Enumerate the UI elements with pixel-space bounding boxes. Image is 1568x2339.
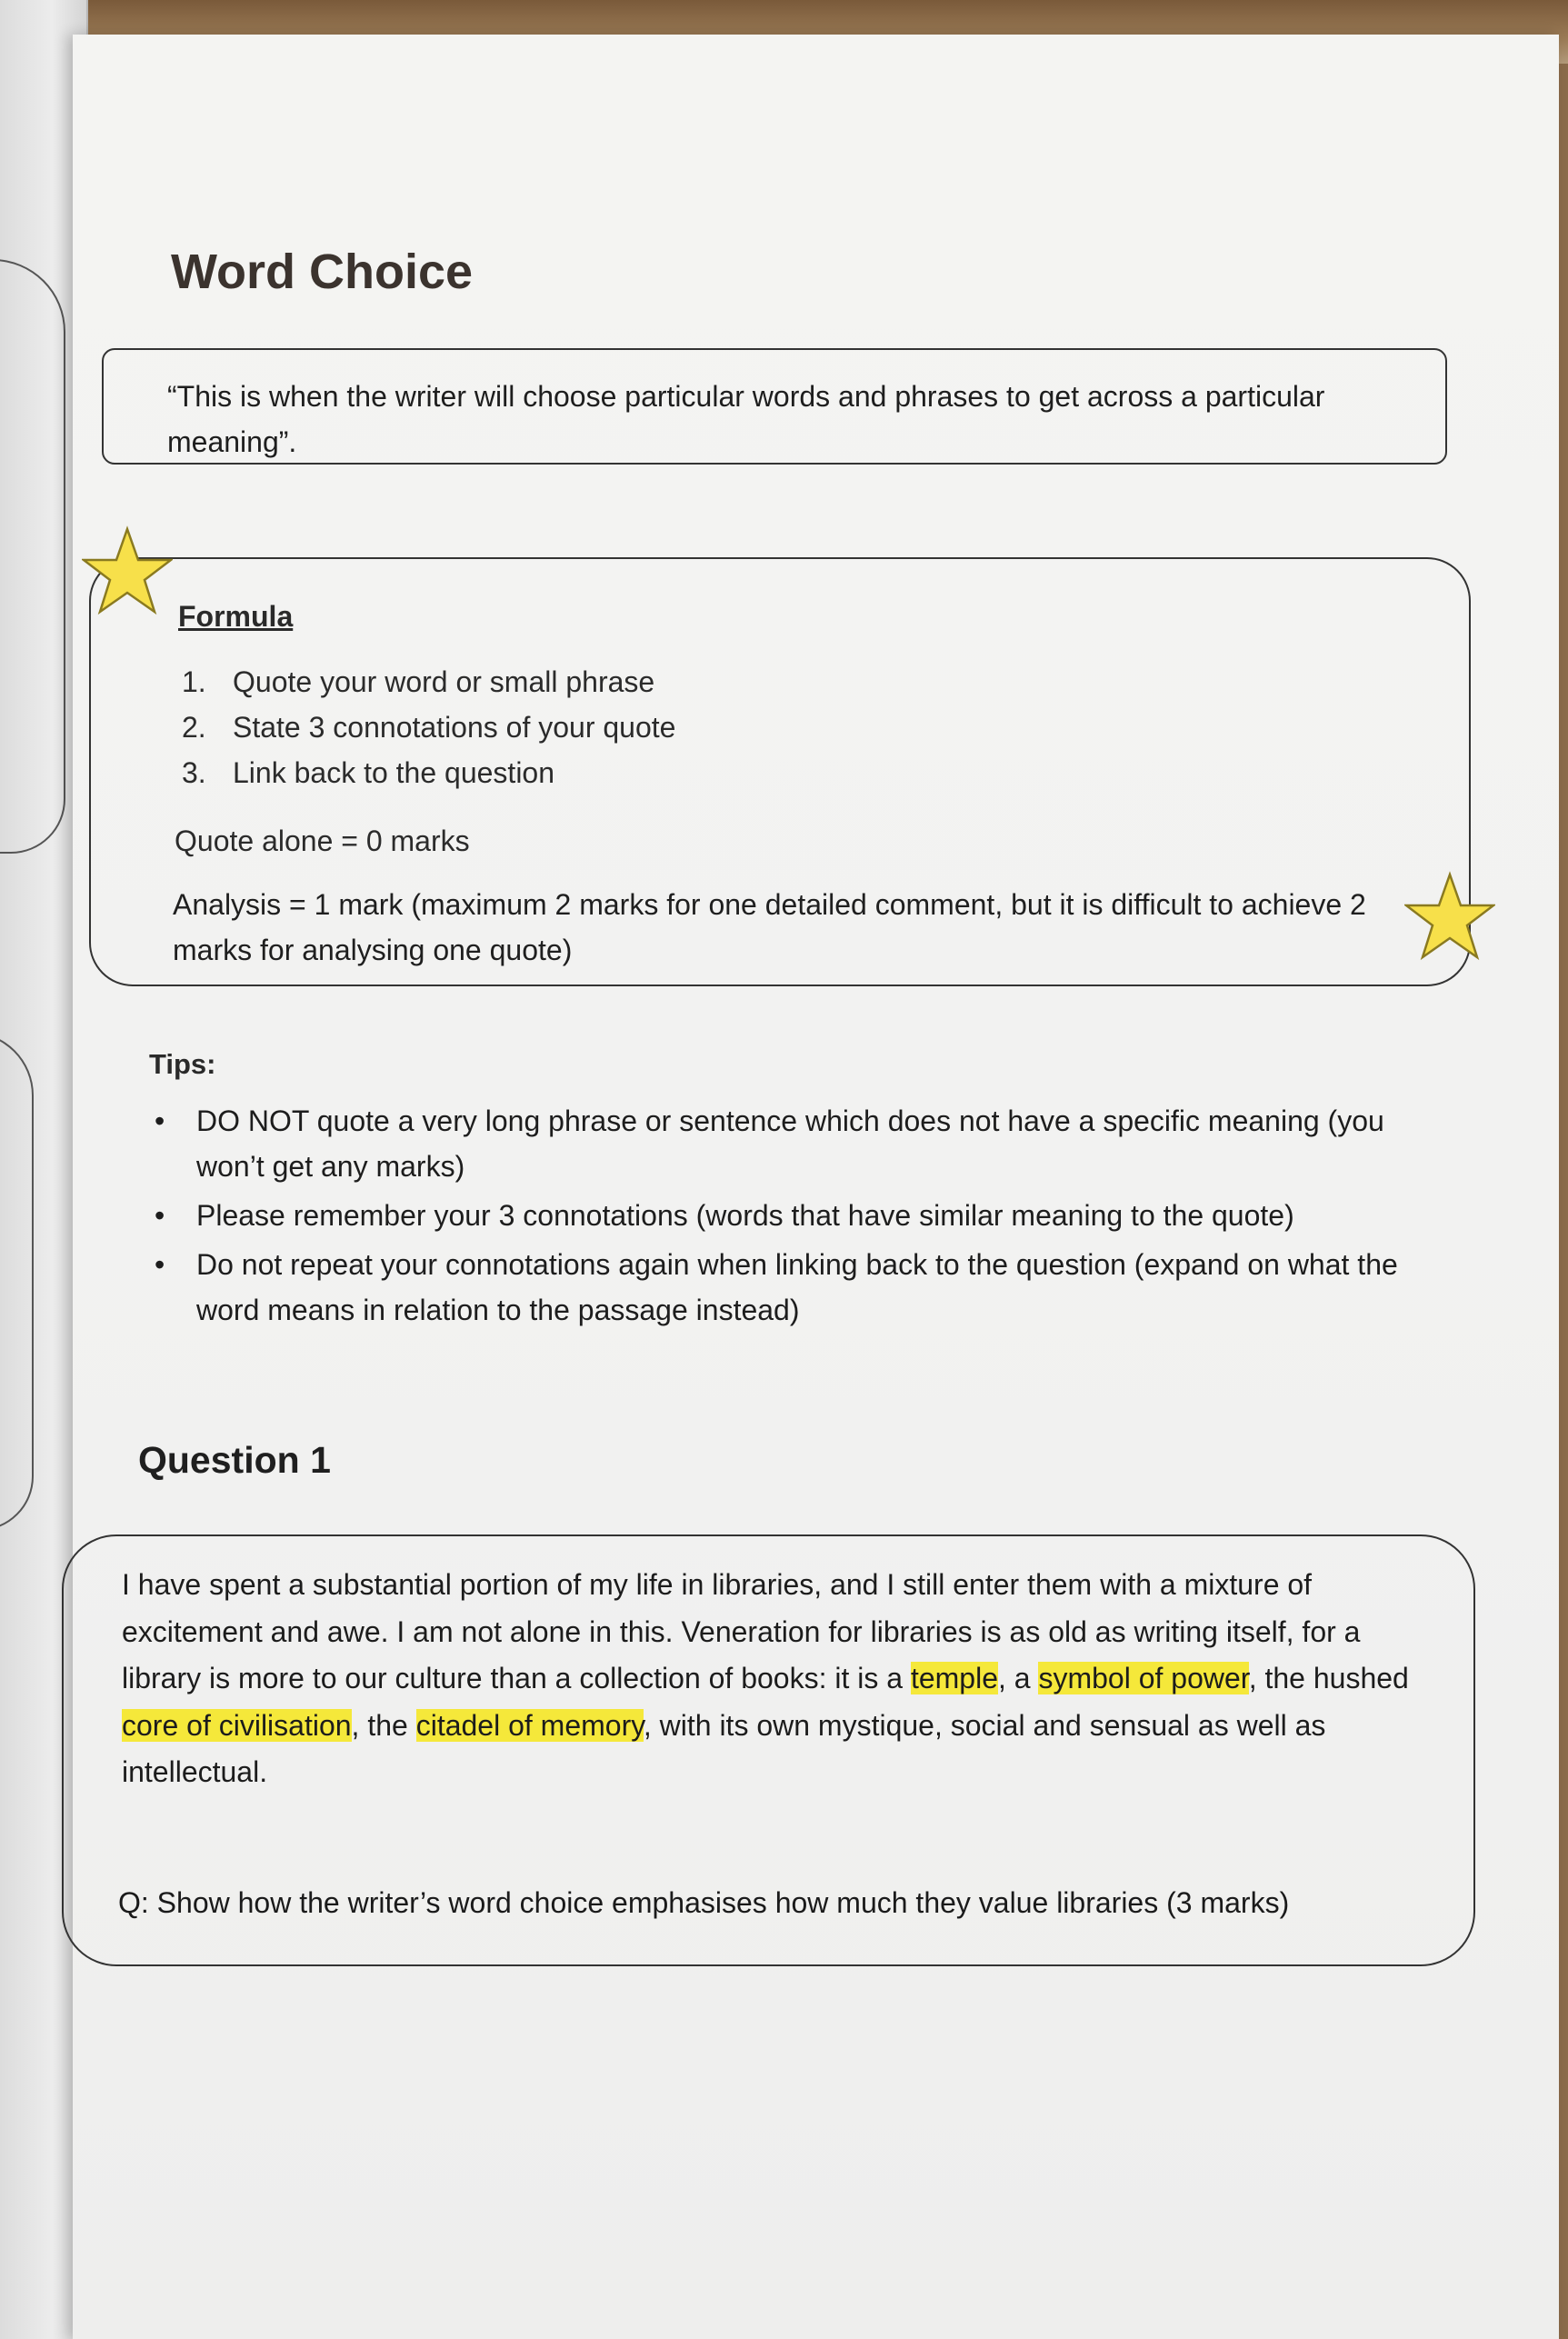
passage-text: , the hushed <box>1248 1662 1409 1694</box>
passage-text: , the <box>351 1708 416 1742</box>
bullet-icon: • <box>155 1105 165 1137</box>
facing-page-box-lower <box>0 1032 34 1531</box>
formula-step <box>182 659 675 705</box>
highlighted-word: symbol of power <box>1038 1662 1249 1694</box>
tip-text: Please remember your 3 connotations (words that have similar meaning to the quote) <box>196 1199 1294 1232</box>
step-number: 1. <box>182 665 206 698</box>
star-icon <box>82 525 173 616</box>
tip-text: Do not repeat your connotations again when linking back to the question (expand on what the word means in relation to the passage instead) <box>196 1248 1398 1326</box>
worksheet-page <box>73 35 1559 2339</box>
step-text: Link back to the question <box>233 756 555 789</box>
step-number: 2. <box>182 711 206 744</box>
step-text: State 3 connotations of your quote <box>233 711 676 744</box>
formula-step <box>182 705 675 750</box>
step-text: Quote your word or small phrase <box>233 665 655 698</box>
tip-text: DO NOT quote a very long phrase or sentence which does not have a specific meaning (you won’t get any marks) <box>196 1105 1384 1183</box>
star-icon <box>1404 871 1495 962</box>
page-title: Word Choice <box>171 245 474 299</box>
passage-text: , with its own mystique, social and sensual as well as intellectual. <box>122 1708 1326 1788</box>
definition-box <box>102 348 1447 465</box>
facing-page-box-upper <box>0 259 65 854</box>
highlighted-word: citadel of memory <box>415 1708 644 1742</box>
question-passage <box>122 1562 1422 1796</box>
formula-step <box>182 750 675 795</box>
formula-title: Formula <box>178 600 294 633</box>
tips-list <box>149 1098 1440 1336</box>
question-prompt: Q: Show how the writer’s word choice emphasises how much they value libraries (3 marks) <box>118 1886 1290 1919</box>
formula-steps <box>182 659 675 795</box>
question-box <box>62 1534 1475 1966</box>
bullet-icon: • <box>155 1248 165 1281</box>
passage-text: , a <box>998 1662 1039 1694</box>
tips-title: Tips: <box>149 1048 216 1080</box>
tip-item <box>149 1098 1440 1189</box>
bullet-icon: • <box>155 1199 165 1232</box>
question-heading: Question 1 <box>138 1439 331 1481</box>
highlighted-word: temple <box>910 1662 998 1694</box>
step-number: 3. <box>182 756 206 789</box>
passage-text: I have spent a substantial portion of my life in libraries, and I still enter them with a mixture of excitement and awe. I am not alone in this. Veneration for libraries is as old as writing itself, for a library is more to our culture than a collection of books: it is a <box>122 1568 1361 1694</box>
highlighted-word: core of civilisation <box>122 1708 352 1742</box>
quote-alone-rule: Quote alone = 0 marks <box>175 825 470 857</box>
analysis-rule: Analysis = 1 mark (maximum 2 marks for one detailed comment, but it is difficult to achieve 2 marks for analysing one quote) <box>173 888 1366 966</box>
definition-text: “This is when the writer will choose particular words and phrases to get across a particular meaning”. <box>167 380 1325 458</box>
tip-item <box>149 1242 1440 1333</box>
formula-box <box>89 557 1471 986</box>
tip-item <box>149 1193 1440 1238</box>
